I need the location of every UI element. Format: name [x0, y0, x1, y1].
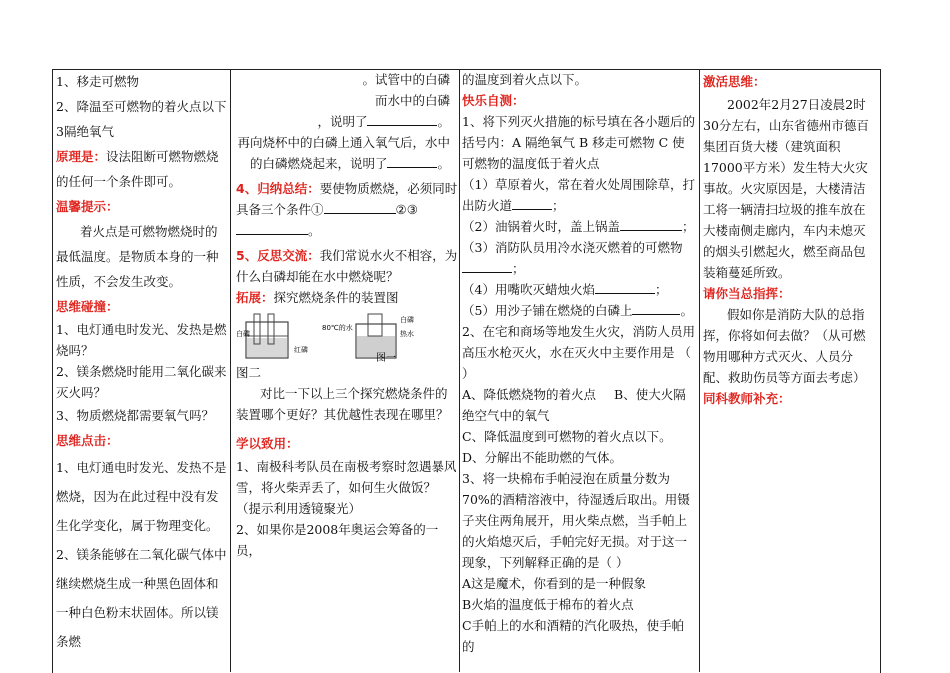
method-1: 1、移走可燃物: [56, 74, 139, 89]
punct: ；: [681, 219, 695, 234]
answer-blank[interactable]: [387, 155, 437, 168]
quiz-1-2: （2）油锅着火时，盖上锅盖: [462, 219, 620, 234]
quiz-1-1: （1）草原着火，常在着火处周围除草，打出防火道: [462, 177, 695, 213]
punct: ；: [654, 282, 668, 297]
apply-heading: 学以致用：: [236, 436, 299, 451]
question-2: 2、镁条燃烧时能用二氧化碳来灭火吗？: [56, 364, 227, 400]
apply-2: 2、如果你是2008年奥运会筹备的一员，: [236, 522, 439, 558]
beaker-diagram: [236, 312, 458, 362]
experiment-text-1: 。试管中的白磷: [362, 72, 450, 87]
method-3: 3隔绝氧气: [56, 124, 114, 139]
extension-heading: 拓展：: [236, 290, 274, 305]
teacher-supplement-heading: 同科教师补充：: [703, 391, 791, 406]
circle-2: ②: [395, 202, 407, 217]
punct: 。: [437, 156, 450, 171]
column-divider: [230, 69, 231, 672]
reflection-text: 我们常说水火不相容，为什么白磷却能在水中燃烧呢？: [236, 248, 458, 284]
principle-text: 设法阻断可燃物燃烧的任何一个条件即可。: [56, 149, 219, 189]
question-1: 1、电灯通电时发光、发热是燃烧吗？: [56, 322, 227, 358]
column-2: [236, 69, 458, 672]
fig-a-label-1: 白磷: [236, 330, 250, 338]
section-5-number: 5、: [236, 248, 258, 263]
apply-1: 1、南极科考队员在南极考察时忽遇暴风雪，将火柴弄丢了，如何生火做饭？（提示利用透镜聚光）: [236, 459, 457, 516]
punct: 。: [437, 114, 450, 129]
continued-text: 的温度到着火点以下。: [462, 72, 588, 87]
activate-heading: 激活思维：: [703, 74, 766, 89]
quiz-2: 2、在宅和商场等地发生火灾，消防人员用高压水枪灭火，水在灭火中主要作用是 （ ）: [462, 324, 695, 381]
fire-story: 2002年2月27日凌晨2时30分左右，山东省德州市德百集团百货大楼（建筑面积17000平方米）发生特大火灾事故。火灾原因是，大楼清洁工将一辆清扫垃圾的推车放在大楼南侧走廊内，车内未熄灭的烟头引燃起火，燃至商品包装箱蔓延所致。: [703, 97, 869, 280]
column-3: [462, 69, 696, 672]
apparatus-figure: [236, 312, 458, 362]
quiz-heading: 快乐自测：: [462, 93, 525, 108]
answer-heading: 思维点击：: [56, 433, 119, 448]
fig-b-label-2: 白磷: [400, 316, 414, 324]
answer-blank[interactable]: [367, 113, 437, 126]
compare-text: 对比一下以上三个探究燃烧条件的装置哪个更好？其优越性表现在哪里？: [236, 386, 449, 422]
reflection-heading: 反思交流：: [257, 248, 320, 263]
option-d: D、分解出不能助燃的气体。: [462, 450, 623, 465]
figure-2-label: 图二: [236, 365, 262, 380]
answer-2: 2、镁条能够在二氧化碳气体中继续燃烧生成一种黑色固体和一种白色粉末状固体。所以镁条燃: [56, 547, 227, 649]
answer-blank[interactable]: [595, 281, 655, 294]
condition-1-blank[interactable]: [324, 201, 396, 214]
summary-text: 要使物质燃烧，必须同时具备三个条件①: [236, 181, 458, 217]
figure-1-label: 图一: [376, 353, 396, 362]
column-divider: [699, 69, 700, 672]
option-a: A、降低燃烧物的着火点: [462, 387, 597, 402]
option-3c: C手帕上的水和酒精的汽化吸热，使手帕的: [462, 618, 685, 654]
thinking-heading: 思维碰撞：: [56, 299, 119, 314]
answer-blank[interactable]: [462, 260, 512, 273]
commander-text: 假如你是消防大队的总指挥，你将如何去做？（从可燃物用哪种方式灭火、人员分配、救助伤员等方面去考虑）: [703, 307, 866, 385]
quiz-1-4: （4）用嘴吹灭蜡烛火焰: [462, 282, 595, 297]
column-1: [56, 69, 228, 672]
quiz-1-5: （5）用沙子铺在燃烧的白磷上: [462, 303, 633, 318]
quiz-1: 1、将下列灭火措施的标号填在各小题后的括号内：A 隔绝氧气 B 移走可燃物 C 使可燃物的温度低于着火点: [462, 114, 695, 171]
principle-heading: 原理是：: [56, 149, 107, 164]
answer-blank[interactable]: [620, 218, 682, 231]
fig-b-label-1: 热水: [400, 330, 414, 338]
experiment-text-3: ，说明了: [317, 114, 368, 129]
tip-heading: 温馨提示：: [56, 199, 119, 214]
fig-b-label-3: 80℃的水: [322, 324, 353, 332]
experiment-text-5: 再向烧杯中的白磷上通入氧气后，水中的白磷燃烧起来，说明了: [237, 135, 450, 171]
column-divider: [459, 69, 460, 672]
method-2: 2、降温至可燃物的着火点以下: [56, 99, 227, 114]
option-3b: B火焰的温度低于棉布的着火点: [462, 597, 634, 612]
extension-text: 探究燃烧条件的装置图: [273, 290, 399, 305]
commander-heading: 请你当总指挥：: [703, 286, 791, 301]
option-b: B、使大火隔绝空气中的氧气: [462, 387, 686, 423]
experiment-text-2: 而水中的白磷: [374, 93, 450, 108]
summary-heading: 归纳总结：: [257, 181, 320, 196]
column-4: [703, 69, 875, 672]
condition-3-blank[interactable]: [236, 222, 308, 235]
punct: 。: [308, 223, 321, 238]
question-3: 3、物质燃烧都需要氧气吗？: [56, 408, 214, 423]
punct: ；: [512, 261, 525, 276]
answer-blank[interactable]: [512, 197, 552, 210]
quiz-1-3: （3）消防队员用冷水浇灭燃着的可燃物: [462, 240, 683, 255]
answer-1: 1、电灯通电时发光、发热不是燃烧，因为在此过程中没有发生化学变化，属于物理变化。: [56, 460, 227, 533]
section-4-number: 4、: [236, 181, 258, 196]
tip-text: 着火点是可燃物燃烧时的最低温度。是物质本身的一种性质，不会发生改变。: [56, 224, 219, 289]
option-c: C、降低温度到可燃物的着火点以下。: [462, 429, 672, 444]
quiz-3: 3、将一块棉布手帕浸泡在质量分数为70%的酒精溶液中，待湿透后取出。用镊子夹住两角展开，用火柴点燃，当手帕上的火焰熄灭后，手帕完好无损。对于这一现象，下列解释正确的是（ ）: [462, 471, 690, 570]
punct: 。: [680, 303, 693, 318]
circle-3: ③: [406, 202, 418, 217]
punct: ；: [552, 198, 565, 213]
fig-a-label-2: 红磷: [294, 346, 308, 354]
answer-blank[interactable]: [632, 302, 680, 315]
option-3a: A这是魔术，你看到的是一种假象: [462, 576, 647, 591]
